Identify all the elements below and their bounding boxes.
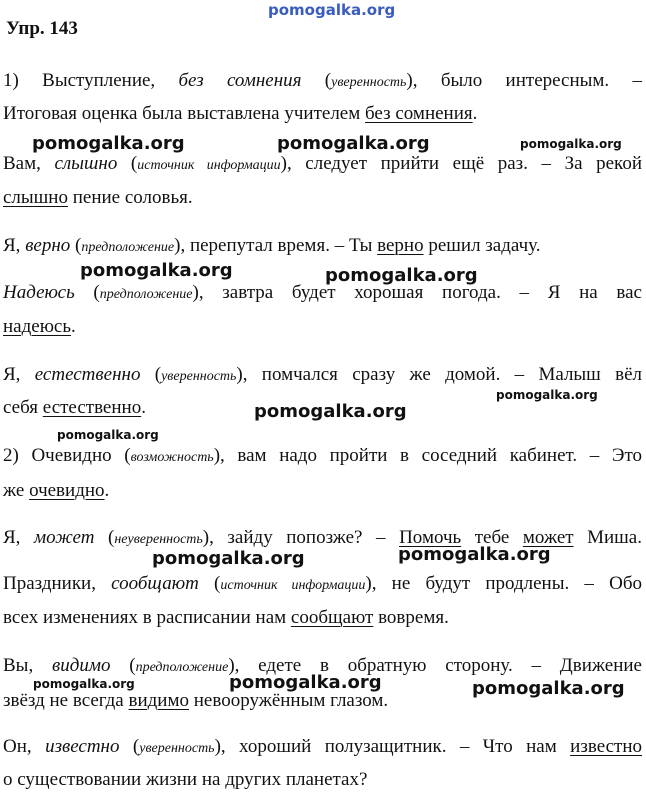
watermark: pomogalka.org [229, 672, 382, 693]
text-line: Вам, слышно (источник информации), следует прийти ещё раз. – За рекой [3, 153, 642, 174]
watermark: pomogalka.org [152, 548, 305, 569]
text-line: о существовании жизни на других планетах? [3, 769, 368, 790]
text-line: Праздники, сообщают (источник информации), не будут продлены. – Обо [3, 573, 642, 594]
text-line: Вы, видимо (предположение), едете в обратную сторону. – Движение [3, 655, 642, 676]
watermark: pomogalka.org [254, 401, 407, 422]
watermark: pomogalka.org [496, 388, 598, 402]
watermark: pomogalka.org [32, 133, 185, 154]
watermark: pomogalka.org [472, 678, 625, 699]
watermark: pomogalka.org [80, 260, 233, 281]
text-line: Он, известно (уверенность), хороший полузащитник. – Что нам известно [3, 736, 643, 757]
watermark: pomogalka.org [398, 544, 551, 565]
text-line: же очевидно. [3, 480, 110, 501]
watermark: pomogalka.org [520, 137, 622, 151]
text-line: Надеюсь (предположение), завтра будет хорошая погода. – Я на вас [3, 282, 642, 303]
text-line: 1) Выступление, без сомнения (уверенность), было интересным. – [3, 70, 642, 91]
text-line: 2) Очевидно (возможность), вам надо пройти в соседний кабинет. – Это [3, 445, 642, 466]
text-line: слышно пение соловья. [3, 187, 193, 208]
exercise-title: Упр. 143 [6, 18, 78, 39]
text-line: себя естественно. [3, 397, 146, 418]
text-line: Я, может (неуверенность), зайду попозже? – Помочь тебе может Миша. [3, 527, 642, 548]
text-line: надеюсь. [3, 316, 76, 337]
watermark: pomogalka.org [57, 428, 159, 442]
text-line: Я, верно (предположение), перепутал время. – Ты верно решил задачу. [3, 235, 541, 256]
text-line: звёзд не всегда видимо невооружённым глазом. [3, 690, 389, 711]
watermark: pomogalka.org [277, 133, 430, 154]
watermark: pomogalka.org [325, 265, 478, 286]
watermark: pomogalka.org [33, 677, 135, 691]
watermark-top: pomogalka.org [268, 1, 396, 19]
text-line: Я, естественно (уверенность), помчался сразу же домой. – Малыш вёл [3, 364, 642, 385]
text-line: всех изменениях в расписании нам сообщают вовремя. [3, 607, 449, 628]
text-line: Итоговая оценка была выставлена учителем без сомнения. [3, 103, 478, 124]
